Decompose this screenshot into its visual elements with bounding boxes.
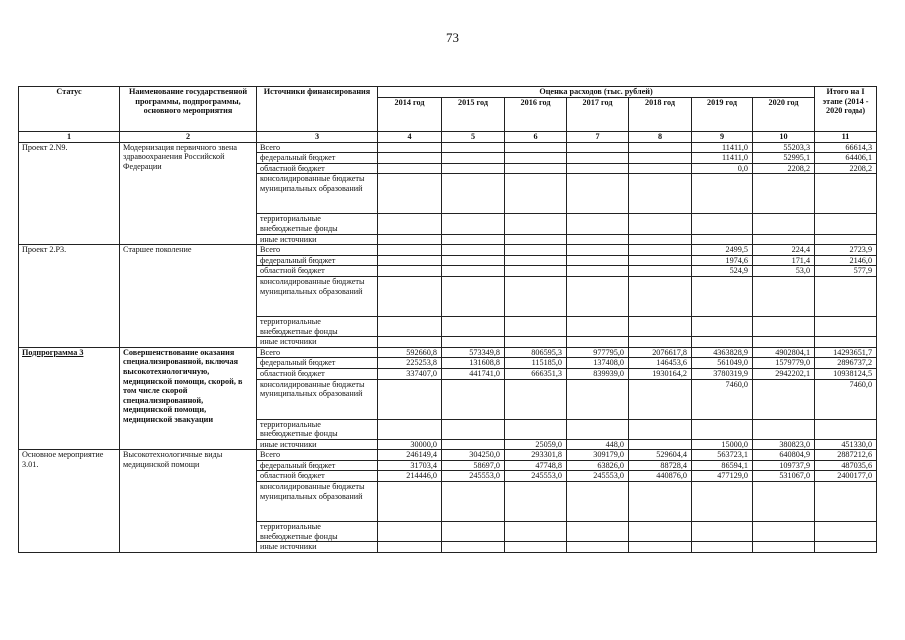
table-row — [19, 347, 877, 358]
source-cell: консолидированные бюджеты муниципальных образований — [257, 174, 378, 214]
year-value-cell — [505, 153, 567, 164]
column-number: 6 — [505, 131, 567, 142]
year-value-cell — [567, 142, 629, 153]
source-cell: областной бюджет — [257, 368, 378, 379]
year-value-cell — [442, 153, 505, 164]
total-value-cell — [815, 419, 877, 439]
total-value-cell — [815, 337, 877, 348]
source-cell: федеральный бюджет — [257, 460, 378, 471]
year-value-cell: 2076617,8 — [629, 347, 692, 358]
year-value-cell — [629, 337, 692, 348]
year-value-cell: 63826,0 — [567, 460, 629, 471]
status-cell: Проект 2.N9. — [19, 142, 120, 245]
year-value-cell: 477129,0 — [692, 471, 753, 482]
budget-table-container — [18, 86, 876, 553]
year-value-cell — [567, 276, 629, 316]
year-value-cell — [753, 542, 815, 553]
year-value-cell: 592660,8 — [378, 347, 442, 358]
total-value-cell: 451330,0 — [815, 439, 877, 450]
year-value-cell — [753, 276, 815, 316]
year-value-cell — [378, 142, 442, 153]
table-row — [19, 142, 877, 153]
year-value-cell: 131608,8 — [442, 358, 505, 369]
header-year: 2017 год — [567, 97, 629, 131]
total-value-cell — [815, 316, 877, 336]
year-value-cell — [505, 337, 567, 348]
year-value-cell — [567, 214, 629, 234]
header-name: Наименование государственной программы, подпрограммы, основного мероприятия — [120, 87, 257, 132]
source-cell: Всего — [257, 245, 378, 256]
year-value-cell: 109737,9 — [753, 460, 815, 471]
year-value-cell — [505, 234, 567, 245]
year-value-cell — [753, 234, 815, 245]
table-body — [19, 142, 877, 552]
year-value-cell — [629, 214, 692, 234]
year-value-cell — [378, 255, 442, 266]
year-value-cell: 441741,0 — [442, 368, 505, 379]
year-value-cell: 640804,9 — [753, 450, 815, 461]
year-value-cell — [567, 316, 629, 336]
source-cell: федеральный бюджет — [257, 255, 378, 266]
year-value-cell — [505, 276, 567, 316]
table-row — [19, 245, 877, 256]
year-value-cell — [567, 153, 629, 164]
year-value-cell — [378, 522, 442, 542]
year-value-cell: 839939,0 — [567, 368, 629, 379]
table-row — [19, 450, 877, 461]
year-value-cell — [505, 482, 567, 522]
year-value-cell — [505, 266, 567, 277]
year-value-cell — [378, 542, 442, 553]
header-estimate: Оценка расходов (тыс. рублей) — [378, 87, 815, 98]
header-year: 2018 год — [629, 97, 692, 131]
total-value-cell — [815, 542, 877, 553]
year-value-cell — [505, 316, 567, 336]
year-value-cell — [753, 522, 815, 542]
source-cell: иные источники — [257, 439, 378, 450]
total-value-cell: 66614,3 — [815, 142, 877, 153]
total-value-cell — [815, 522, 877, 542]
year-value-cell — [505, 379, 567, 419]
year-value-cell — [378, 419, 442, 439]
year-value-cell — [442, 419, 505, 439]
source-cell: областной бюджет — [257, 163, 378, 174]
source-cell: областной бюджет — [257, 471, 378, 482]
year-value-cell — [629, 276, 692, 316]
column-number: 5 — [442, 131, 505, 142]
year-value-cell — [378, 316, 442, 336]
total-value-cell: 577,9 — [815, 266, 877, 277]
year-value-cell — [378, 482, 442, 522]
total-value-cell: 2400177,0 — [815, 471, 877, 482]
year-value-cell — [505, 522, 567, 542]
year-value-cell — [753, 379, 815, 419]
year-value-cell: 245553,0 — [567, 471, 629, 482]
year-value-cell — [567, 337, 629, 348]
year-value-cell: 53,0 — [753, 266, 815, 277]
source-cell: федеральный бюджет — [257, 153, 378, 164]
source-cell: иные источники — [257, 234, 378, 245]
year-value-cell — [629, 174, 692, 214]
year-value-cell — [753, 337, 815, 348]
column-number: 11 — [815, 131, 877, 142]
year-value-cell — [692, 337, 753, 348]
year-value-cell — [629, 542, 692, 553]
header-year: 2015 год — [442, 97, 505, 131]
budget-table — [18, 86, 877, 553]
year-value-cell: 1579779,0 — [753, 358, 815, 369]
year-value-cell: 0,0 — [692, 163, 753, 174]
year-value-cell — [442, 214, 505, 234]
year-value-cell — [629, 482, 692, 522]
total-value-cell: 2896737,2 — [815, 358, 877, 369]
year-value-cell — [567, 163, 629, 174]
year-value-cell — [692, 542, 753, 553]
year-value-cell: 30000,0 — [378, 439, 442, 450]
year-value-cell: 2208,2 — [753, 163, 815, 174]
page-number: 73 — [446, 30, 459, 45]
year-value-cell — [442, 142, 505, 153]
year-value-cell: 86594,1 — [692, 460, 753, 471]
year-value-cell — [378, 266, 442, 277]
year-value-cell: 806595,3 — [505, 347, 567, 358]
source-cell: территориальные внебюджетные фонды — [257, 419, 378, 439]
name-cell: Совершенствование оказания специализированной, включая высокотехнологичную, медицинской помощи, скорой, в том числе скорой специализированной, медицинской помощи, медицинской эвакуации — [120, 347, 257, 450]
status-cell: Подпрограмма 3 — [19, 347, 120, 450]
year-value-cell: 1930164,2 — [629, 368, 692, 379]
status-cell: Проект 2.Р3. — [19, 245, 120, 348]
year-value-cell — [567, 522, 629, 542]
source-cell: федеральный бюджет — [257, 358, 378, 369]
year-value-cell: 15000,0 — [692, 439, 753, 450]
year-value-cell — [692, 234, 753, 245]
source-cell: консолидированные бюджеты муниципальных образований — [257, 379, 378, 419]
total-value-cell: 10938124,5 — [815, 368, 877, 379]
year-value-cell — [629, 153, 692, 164]
source-cell: иные источники — [257, 337, 378, 348]
total-value-cell: 7460,0 — [815, 379, 877, 419]
year-value-cell: 293301,8 — [505, 450, 567, 461]
year-value-cell — [753, 316, 815, 336]
year-value-cell — [629, 142, 692, 153]
year-value-cell — [629, 439, 692, 450]
year-value-cell: 88728,4 — [629, 460, 692, 471]
source-cell: Всего — [257, 347, 378, 358]
year-value-cell — [629, 419, 692, 439]
column-number: 8 — [629, 131, 692, 142]
column-number: 3 — [257, 131, 378, 142]
source-cell: территориальные внебюджетные фонды — [257, 522, 378, 542]
year-value-cell — [692, 419, 753, 439]
year-value-cell: 309179,0 — [567, 450, 629, 461]
column-number: 10 — [753, 131, 815, 142]
year-value-cell: 11411,0 — [692, 153, 753, 164]
year-value-cell — [753, 482, 815, 522]
source-cell: Всего — [257, 450, 378, 461]
year-value-cell: 3780319,9 — [692, 368, 753, 379]
total-value-cell: 14293651,7 — [815, 347, 877, 358]
year-value-cell: 448,0 — [567, 439, 629, 450]
year-value-cell — [629, 266, 692, 277]
year-value-cell: 573349,8 — [442, 347, 505, 358]
total-value-cell: 2208,2 — [815, 163, 877, 174]
year-value-cell: 55203,3 — [753, 142, 815, 153]
year-value-cell: 524,9 — [692, 266, 753, 277]
year-value-cell — [567, 542, 629, 553]
year-value-cell — [442, 337, 505, 348]
source-cell: областной бюджет — [257, 266, 378, 277]
year-value-cell — [505, 142, 567, 153]
source-cell: консолидированные бюджеты муниципальных образований — [257, 482, 378, 522]
year-value-cell — [629, 522, 692, 542]
year-value-cell — [378, 163, 442, 174]
year-value-cell — [629, 245, 692, 256]
year-value-cell — [567, 266, 629, 277]
year-value-cell — [442, 255, 505, 266]
year-value-cell: 977795,0 — [567, 347, 629, 358]
total-value-cell — [815, 174, 877, 214]
year-value-cell — [442, 482, 505, 522]
year-value-cell — [378, 379, 442, 419]
year-value-cell — [692, 482, 753, 522]
year-value-cell: 25059,0 — [505, 439, 567, 450]
year-value-cell — [505, 542, 567, 553]
year-value-cell — [753, 419, 815, 439]
year-value-cell: 337407,0 — [378, 368, 442, 379]
year-value-cell: 440876,0 — [629, 471, 692, 482]
year-value-cell — [629, 255, 692, 266]
year-value-cell: 146453,6 — [629, 358, 692, 369]
year-value-cell: 2499,5 — [692, 245, 753, 256]
year-value-cell: 666351,3 — [505, 368, 567, 379]
year-value-cell — [567, 482, 629, 522]
year-value-cell — [505, 245, 567, 256]
source-cell: консолидированные бюджеты муниципальных образований — [257, 276, 378, 316]
total-value-cell — [815, 482, 877, 522]
year-value-cell — [629, 379, 692, 419]
year-value-cell: 58697,0 — [442, 460, 505, 471]
year-value-cell — [378, 234, 442, 245]
year-value-cell — [442, 316, 505, 336]
year-value-cell — [505, 419, 567, 439]
year-value-cell — [378, 245, 442, 256]
name-cell: Модернизация первичного звена здравоохранения Российской Федерации — [120, 142, 257, 245]
year-value-cell — [505, 163, 567, 174]
year-value-cell: 563723,1 — [692, 450, 753, 461]
total-value-cell — [815, 214, 877, 234]
year-value-cell — [442, 276, 505, 316]
year-value-cell: 245553,0 — [505, 471, 567, 482]
year-value-cell — [442, 379, 505, 419]
year-value-cell — [505, 214, 567, 234]
year-value-cell — [629, 163, 692, 174]
year-value-cell — [442, 266, 505, 277]
header-year: 2019 год — [692, 97, 753, 131]
source-cell: Всего — [257, 142, 378, 153]
year-value-cell: 225253,8 — [378, 358, 442, 369]
year-value-cell — [505, 174, 567, 214]
total-value-cell: 2887212,6 — [815, 450, 877, 461]
column-number: 2 — [120, 131, 257, 142]
year-value-cell: 31703,4 — [378, 460, 442, 471]
year-value-cell: 4902804,1 — [753, 347, 815, 358]
year-value-cell — [692, 214, 753, 234]
year-value-cell: 2942202,1 — [753, 368, 815, 379]
year-value-cell — [629, 316, 692, 336]
source-cell: территориальные внебюджетные фонды — [257, 214, 378, 234]
year-value-cell — [567, 234, 629, 245]
year-value-cell — [753, 174, 815, 214]
year-value-cell: 245553,0 — [442, 471, 505, 482]
year-value-cell — [567, 245, 629, 256]
year-value-cell: 137408,0 — [567, 358, 629, 369]
year-value-cell: 1974,6 — [692, 255, 753, 266]
year-value-cell: 304250,0 — [442, 450, 505, 461]
year-value-cell — [378, 276, 442, 316]
year-value-cell: 7460,0 — [692, 379, 753, 419]
column-number: 4 — [378, 131, 442, 142]
year-value-cell — [442, 234, 505, 245]
source-cell: иные источники — [257, 542, 378, 553]
year-value-cell — [442, 439, 505, 450]
total-value-cell: 64406,1 — [815, 153, 877, 164]
source-cell: территориальные внебюджетные фонды — [257, 316, 378, 336]
year-value-cell: 115185,0 — [505, 358, 567, 369]
year-value-cell — [567, 174, 629, 214]
year-value-cell: 529604,4 — [629, 450, 692, 461]
year-value-cell: 171,4 — [753, 255, 815, 266]
year-value-cell — [505, 255, 567, 266]
year-value-cell — [753, 214, 815, 234]
column-number: 7 — [567, 131, 629, 142]
year-value-cell: 246149,4 — [378, 450, 442, 461]
year-value-cell — [378, 153, 442, 164]
header-year: 2014 год — [378, 97, 442, 131]
year-value-cell: 224,4 — [753, 245, 815, 256]
year-value-cell — [442, 245, 505, 256]
header-year: 2016 год — [505, 97, 567, 131]
total-value-cell: 487035,6 — [815, 460, 877, 471]
header-year: 2020 год — [753, 97, 815, 131]
year-value-cell — [378, 337, 442, 348]
year-value-cell — [567, 255, 629, 266]
year-value-cell — [567, 419, 629, 439]
status-cell: Основное мероприятие 3.01. — [19, 450, 120, 553]
year-value-cell — [692, 316, 753, 336]
name-cell: Старшее поколение — [120, 245, 257, 348]
year-value-cell — [692, 522, 753, 542]
year-value-cell — [442, 163, 505, 174]
year-value-cell: 47748,8 — [505, 460, 567, 471]
column-number: 1 — [19, 131, 120, 142]
year-value-cell — [692, 276, 753, 316]
total-value-cell: 2146,0 — [815, 255, 877, 266]
total-value-cell — [815, 234, 877, 245]
year-value-cell — [378, 214, 442, 234]
year-value-cell: 214446,0 — [378, 471, 442, 482]
year-value-cell: 4363828,9 — [692, 347, 753, 358]
year-value-cell — [567, 379, 629, 419]
year-value-cell — [442, 174, 505, 214]
header-status: Статус — [19, 87, 120, 132]
column-number: 9 — [692, 131, 753, 142]
year-value-cell — [378, 174, 442, 214]
header-total: Итого на I этапе (2014 - 2020 годы) — [815, 87, 877, 132]
year-value-cell: 380823,0 — [753, 439, 815, 450]
year-value-cell: 561049,0 — [692, 358, 753, 369]
year-value-cell — [629, 234, 692, 245]
year-value-cell: 11411,0 — [692, 142, 753, 153]
year-value-cell — [442, 522, 505, 542]
total-value-cell — [815, 276, 877, 316]
header-sources: Источники финансирования — [257, 87, 378, 132]
year-value-cell: 531067,0 — [753, 471, 815, 482]
year-value-cell: 52995,1 — [753, 153, 815, 164]
year-value-cell — [442, 542, 505, 553]
name-cell: Высокотехнологичные виды медицинской помощи — [120, 450, 257, 553]
total-value-cell: 2723,9 — [815, 245, 877, 256]
year-value-cell — [692, 174, 753, 214]
